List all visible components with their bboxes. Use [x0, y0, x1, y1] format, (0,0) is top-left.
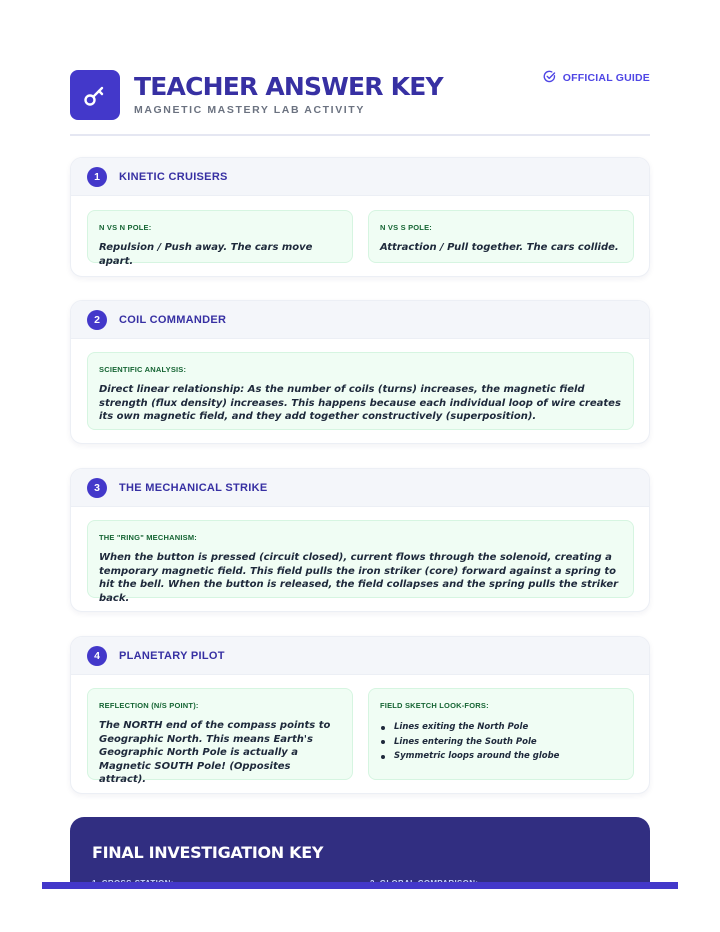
key-icon	[70, 70, 120, 120]
answer-label: FIELD SKETCH LOOK-FORS:	[380, 701, 489, 710]
answer-text: Repulsion / Push away. The cars move apart.	[99, 242, 313, 267]
answer-box-n-vs-s	[368, 210, 634, 263]
section-mechanical-strike	[70, 468, 650, 612]
list-item: Symmetric loops around the globe	[380, 749, 622, 764]
official-guide-label: OFFICIAL GUIDE	[562, 72, 650, 84]
section-title: THE MECHANICAL STRIKE	[119, 481, 268, 494]
page-subtitle: MAGNETIC MASTERY LAB ACTIVITY	[134, 104, 365, 116]
page-header	[70, 70, 650, 134]
section-header	[71, 637, 649, 675]
section-number: 3	[87, 478, 107, 498]
section-kinetic-cruisers	[70, 157, 650, 277]
answer-box-field-sketch	[368, 688, 634, 780]
page-footer-bar	[42, 882, 678, 889]
answer-box-n-vs-n	[87, 210, 353, 267]
section-header	[71, 469, 649, 507]
final-title: FINAL INVESTIGATION KEY	[92, 843, 324, 862]
check-circle-icon	[543, 70, 556, 86]
answer-label: THE "RING" MECHANISM:	[99, 533, 197, 542]
answer-label: REFLECTION (N/S POINT):	[99, 701, 199, 710]
answer-text: Direct linear relationship: As the number of coils (turns) increases, the magnetic field strength (flux density) increases. This happens because each individual loop of wire creates its own magnetic field, and they add together constructively (superposition).	[99, 384, 621, 422]
section-coil-commander	[70, 300, 650, 444]
answer-label: N VS N POLE:	[99, 223, 152, 232]
section-header	[71, 158, 649, 196]
answer-label: SCIENTIFIC ANALYSIS:	[99, 365, 187, 374]
answer-box-scientific-analysis	[87, 352, 634, 430]
header-divider	[70, 134, 650, 136]
answer-box-reflection	[87, 688, 353, 785]
section-number: 4	[87, 646, 107, 666]
answer-text: The NORTH end of the compass points to Geographic North. This means Earth's Geographic North Pole is actually a Magnetic SOUTH Pole! (Opposites attract).	[99, 720, 331, 785]
list-item: Lines exiting the North Pole	[380, 720, 622, 735]
section-planetary-pilot	[70, 636, 650, 794]
look-fors-list	[380, 720, 622, 764]
section-title: PLANETARY PILOT	[119, 649, 225, 662]
section-header	[71, 301, 649, 339]
section-title: COIL COMMANDER	[119, 313, 227, 326]
answer-text: When the button is pressed (circuit closed), current flows through the solenoid, creating a temporary magnetic field. This field pulls the iron striker (core) forward against a spring to hit the bell. When the button is released, the field collapses and the spring pulls the striker back.	[99, 552, 619, 604]
list-item: Lines entering the South Pole	[380, 735, 622, 750]
section-number: 1	[87, 167, 107, 187]
page-title: TEACHER ANSWER KEY	[134, 72, 443, 101]
section-title: KINETIC CRUISERS	[119, 170, 228, 183]
answer-label: N VS S POLE:	[380, 223, 432, 232]
section-number: 2	[87, 310, 107, 330]
page-bottom-margin	[0, 889, 720, 932]
answer-box-ring-mechanism	[87, 520, 634, 604]
official-guide-badge	[543, 70, 650, 86]
answer-text: Attraction / Pull together. The cars collide.	[380, 242, 619, 253]
